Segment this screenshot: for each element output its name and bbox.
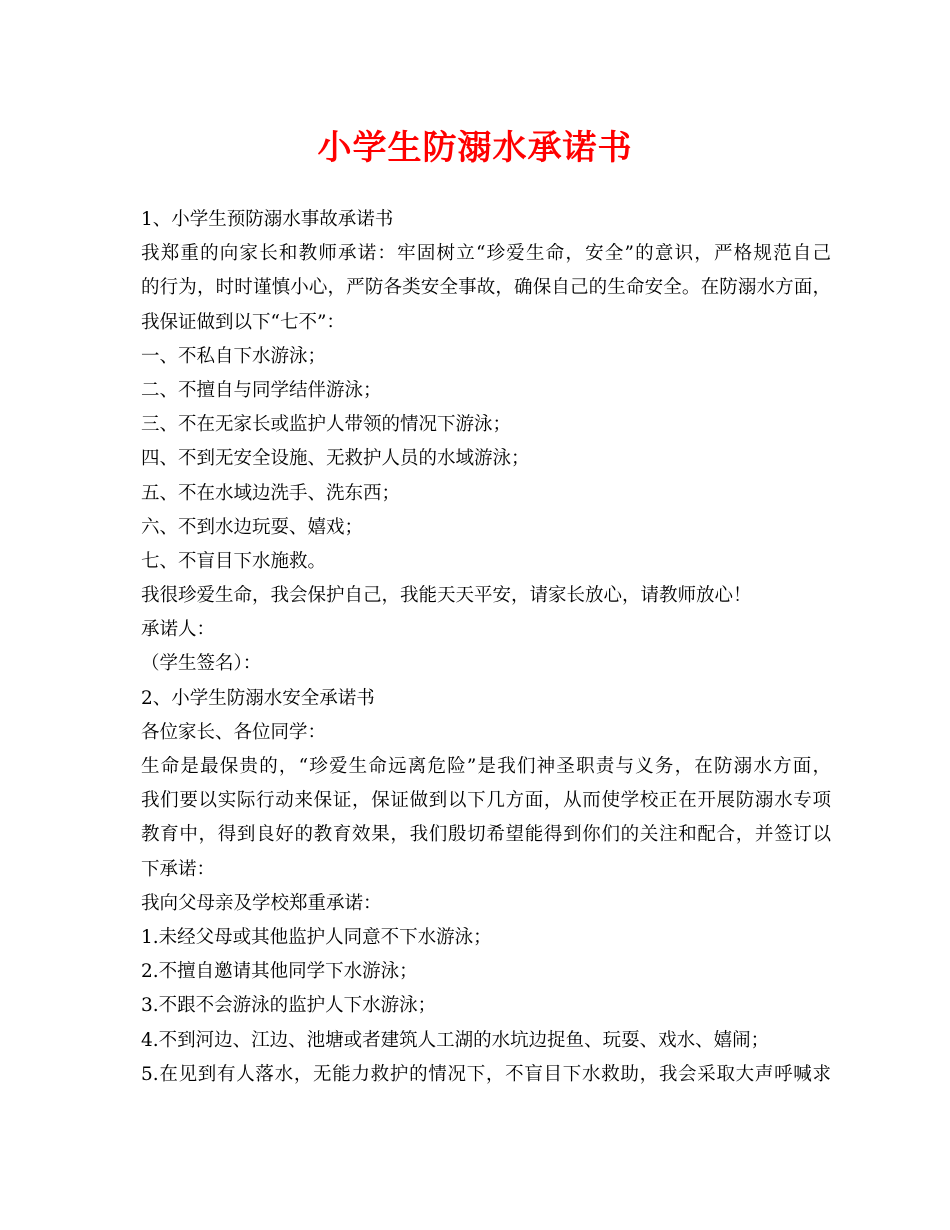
- list-item: 4.不到河边、江边、池塘或者建筑人工湖的水坑边捉鱼、玩耍、戏水、嬉闹；: [141, 1029, 770, 1051]
- list-item: 六、不到水边玩耍、嬉戏；: [141, 516, 364, 538]
- paragraph-line: 我们要以实际行动来保证，保证做到以下几方面，从而使学校正在开展防溺水专项: [141, 790, 831, 812]
- list-item: 四、不到无安全设施、无救护人员的水域游泳；: [141, 448, 530, 470]
- paragraph-line: 下承诺：: [141, 858, 216, 880]
- paragraph-line: 教育中，得到良好的教育效果，我们殷切希望能得到你们的关注和配合，并签订以: [141, 824, 831, 846]
- signature-label: 承诺人：: [141, 619, 216, 641]
- list-item: 七、不盲目下水施救。: [141, 550, 327, 572]
- section-heading-2: 2、小学生防溺水安全承诺书: [141, 687, 375, 709]
- list-item: 3.不跟不会游泳的监护人下水游泳；: [141, 995, 437, 1017]
- paragraph-line: 我很珍爱生命，我会保护自己，我能天天平安，请家长放心，请教师放心！: [141, 585, 752, 607]
- paragraph-line: 的行为，时时谨慎小心，严防各类安全事故，确保自己的生命安全。在防溺水方面，: [141, 277, 831, 299]
- list-item: 2.不擅自邀请其他同学下水游泳；: [141, 961, 418, 983]
- list-item: 1.未经父母或其他监护人同意不下水游泳；: [141, 926, 492, 948]
- paragraph-line: 我郑重的向家长和教师承诺：牢固树立“珍爱生命，安全”的意识，严格规范自己: [141, 243, 831, 265]
- document-body: [141, 203, 831, 1092]
- paragraph-line: 我向父母亲及学校郑重承诺：: [141, 892, 382, 914]
- list-item: 5.在见到有人落水，无能力救护的情况下，不盲目下水救助，我会采取大声呼喊求: [141, 1063, 831, 1085]
- paragraph-line: 生命是最保贵的，“珍爱生命远离危险”是我们神圣职责与义务，在防溺水方面，: [141, 756, 831, 777]
- signature-label: （学生签名）：: [141, 653, 262, 675]
- list-item: 五、不在水域边洗手、洗东西；: [141, 482, 401, 504]
- list-item: 二、不擅自与同学结伴游泳；: [141, 379, 382, 401]
- list-item: 三、不在无家长或监护人带领的情况下游泳；: [141, 414, 512, 436]
- list-item: 一、不私自下水游泳；: [141, 345, 327, 367]
- salutation: 各位家长、各位同学：: [141, 721, 327, 743]
- paragraph-line: 我保证做到以下“七不”：: [141, 311, 345, 333]
- document-title: 小学生防溺水承诺书: [317, 128, 633, 168]
- section-heading-1: 1、小学生预防溺水事故承诺书: [141, 209, 394, 230]
